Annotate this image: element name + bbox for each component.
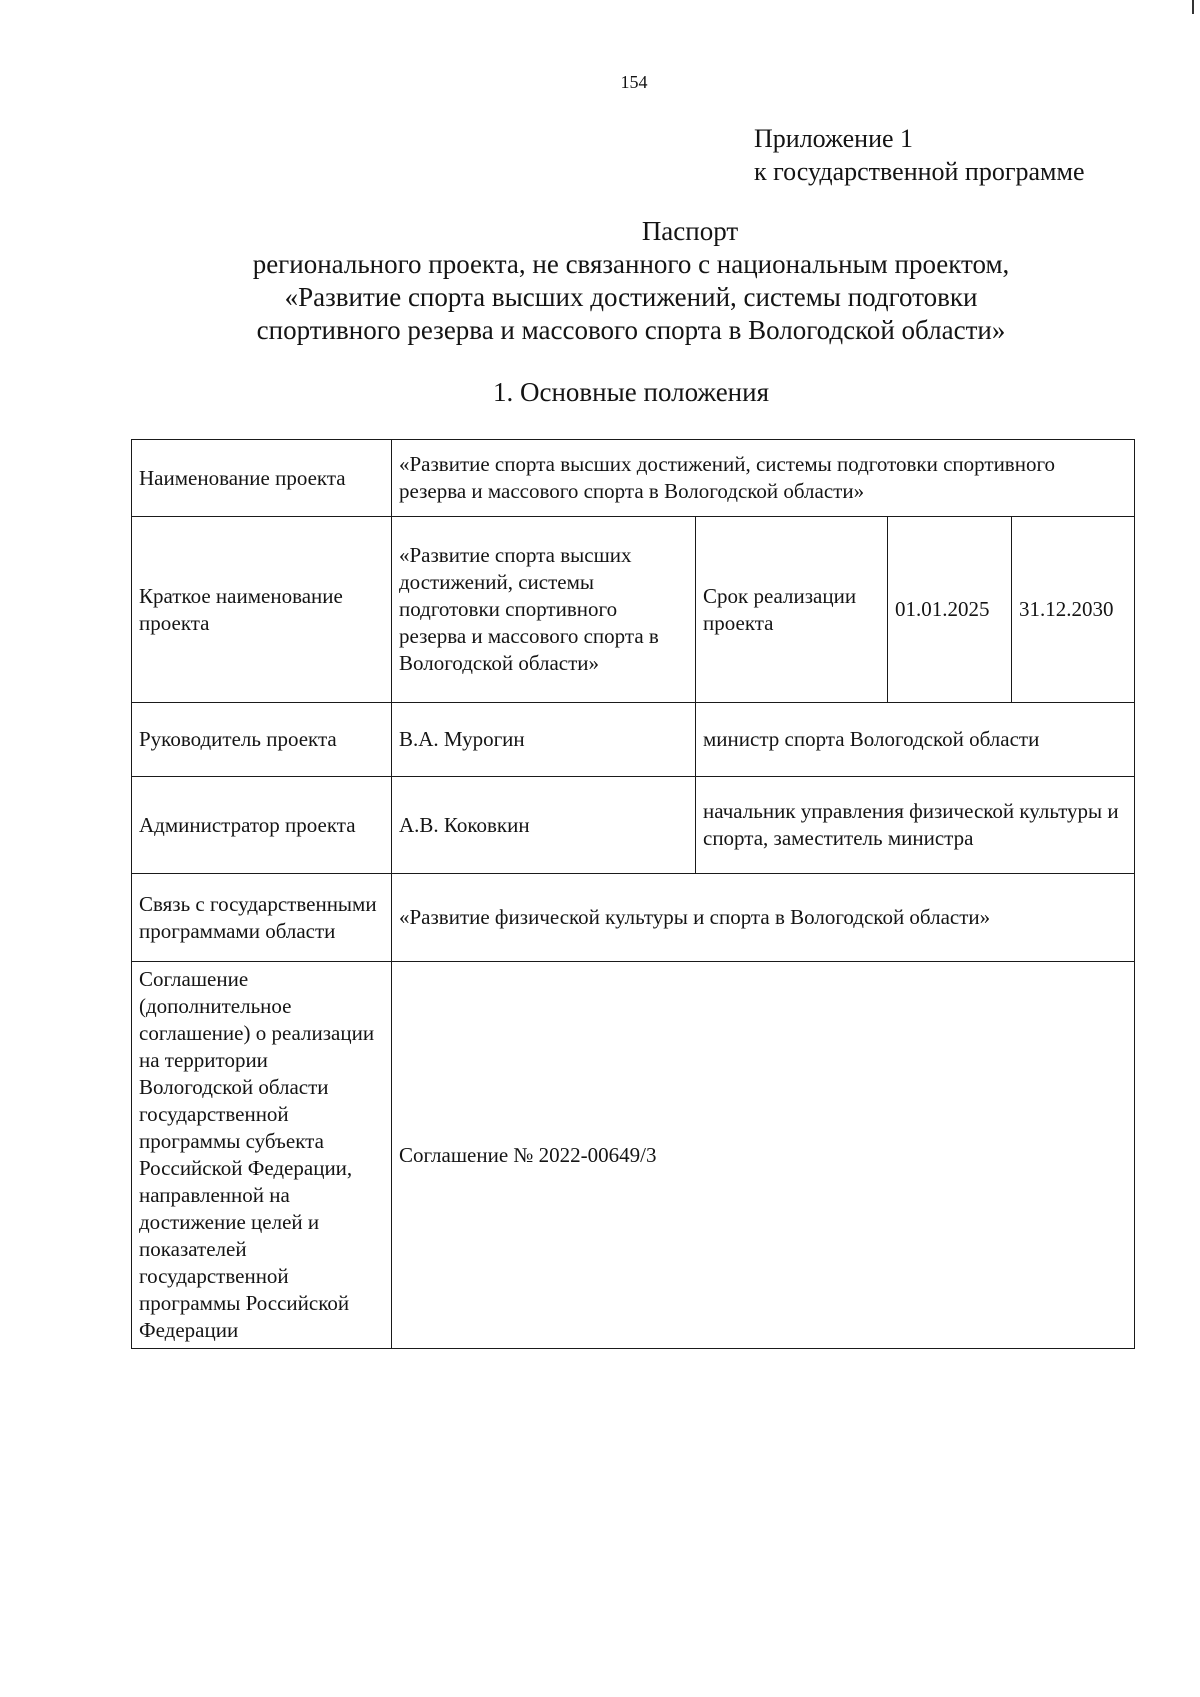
main-provisions-table — [131, 439, 1135, 1349]
administrator-label: Администратор проекта — [132, 777, 392, 874]
table-row — [132, 440, 1135, 517]
administrator-position: начальник управления физической культуры и спорта, заместитель министра — [696, 777, 1135, 874]
page-number: 154 — [620, 72, 648, 92]
table-row — [132, 703, 1135, 777]
passport-line-1: регионального проекта, не связанного с национальным проектом, — [252, 249, 1010, 279]
appendix-line-2: к государственной программе — [754, 157, 1085, 186]
project-name-value: «Развитие спорта высших достижений, системы подготовки спортивного резерва и массового спорта в Вологодской области» — [392, 440, 1135, 517]
passport-line-2: «Развитие спорта высших достижений, системы подготовки — [284, 282, 978, 312]
leader-position: министр спорта Вологодской области — [696, 703, 1135, 777]
table-row — [132, 874, 1135, 962]
start-date: 01.01.2025 — [888, 517, 1012, 703]
state-programs-label: Связь с государственными программами области — [132, 874, 392, 962]
short-name-value: «Развитие спорта высших достижений, системы подготовки спортивного резерва и массового спорта в Вологодской области» — [392, 517, 696, 703]
scan-mark — [1192, 0, 1194, 14]
leader-label: Руководитель проекта — [132, 703, 392, 777]
appendix-line-1: Приложение 1 — [754, 124, 914, 153]
end-date: 31.12.2030 — [1012, 517, 1135, 703]
table-row — [132, 962, 1135, 1349]
project-name-label: Наименование проекта — [132, 440, 392, 517]
passport-title: Паспорт — [641, 216, 739, 246]
appendix-note — [754, 122, 1085, 188]
passport-line-3: спортивного резерва и массового спорта в Вологодской области» — [256, 315, 1006, 345]
section-heading: 1. Основные положения — [493, 377, 769, 407]
short-name-label: Краткое наименование проекта — [132, 517, 392, 703]
administrator-name: А.В. Коковкин — [392, 777, 696, 874]
table-row — [132, 517, 1135, 703]
table-row — [132, 777, 1135, 874]
passport-subtitle — [131, 248, 1131, 347]
agreement-label: Соглашение (дополнительное соглашение) о реализации на территории Вологодской области государственной программы субъекта Российской Федерации, направленной на достижение целей и показателей государственной программы Российской Федерации — [132, 962, 392, 1349]
leader-name: В.А. Мурогин — [392, 703, 696, 777]
agreement-value: Соглашение № 2022-00649/3 — [392, 962, 1135, 1349]
term-label: Срок реализации проекта — [696, 517, 888, 703]
state-programs-value: «Развитие физической культуры и спорта в Вологодской области» — [392, 874, 1135, 962]
